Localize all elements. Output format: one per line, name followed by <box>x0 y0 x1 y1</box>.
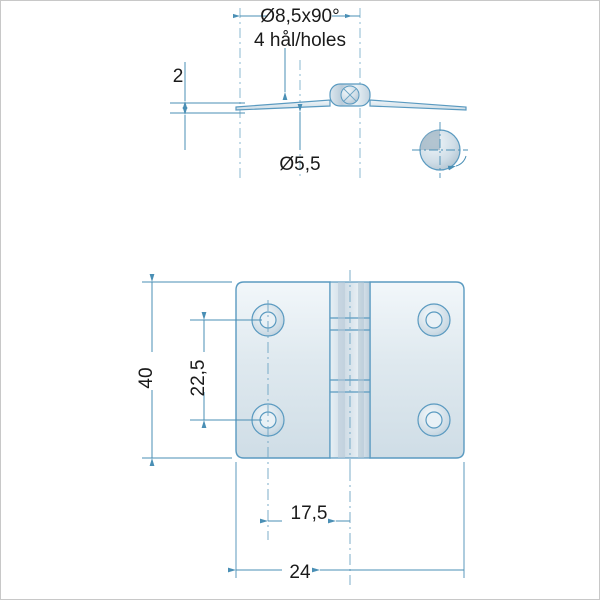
hole-count-label: 4 hål/holes <box>254 30 346 51</box>
height-label: 40 <box>136 367 157 389</box>
knuckle-shade-left <box>338 282 345 458</box>
top-view-group <box>170 6 468 180</box>
front-view-group <box>136 270 464 585</box>
hole-offset-label: 17,5 <box>290 503 328 524</box>
right-leaf-edge <box>370 100 466 110</box>
front-right-leaf <box>370 282 464 458</box>
hinge-edge-view <box>236 84 466 110</box>
front-left-leaf <box>236 282 330 458</box>
hole-bottom-right <box>418 404 450 436</box>
hole-top-right <box>418 304 450 336</box>
end-view-quadrant <box>420 130 440 150</box>
width-label: 24 <box>289 562 311 583</box>
pin-diameter-label: Ø5,5 <box>279 154 321 175</box>
hole-spec-label: Ø8,5x90° <box>260 6 340 27</box>
end-view-circle <box>412 122 468 178</box>
hole-spacing-label: 22,5 <box>188 359 209 397</box>
knuckle-shade-right <box>358 282 364 458</box>
thickness-label: 2 <box>172 66 184 87</box>
left-leaf-edge <box>236 100 330 110</box>
